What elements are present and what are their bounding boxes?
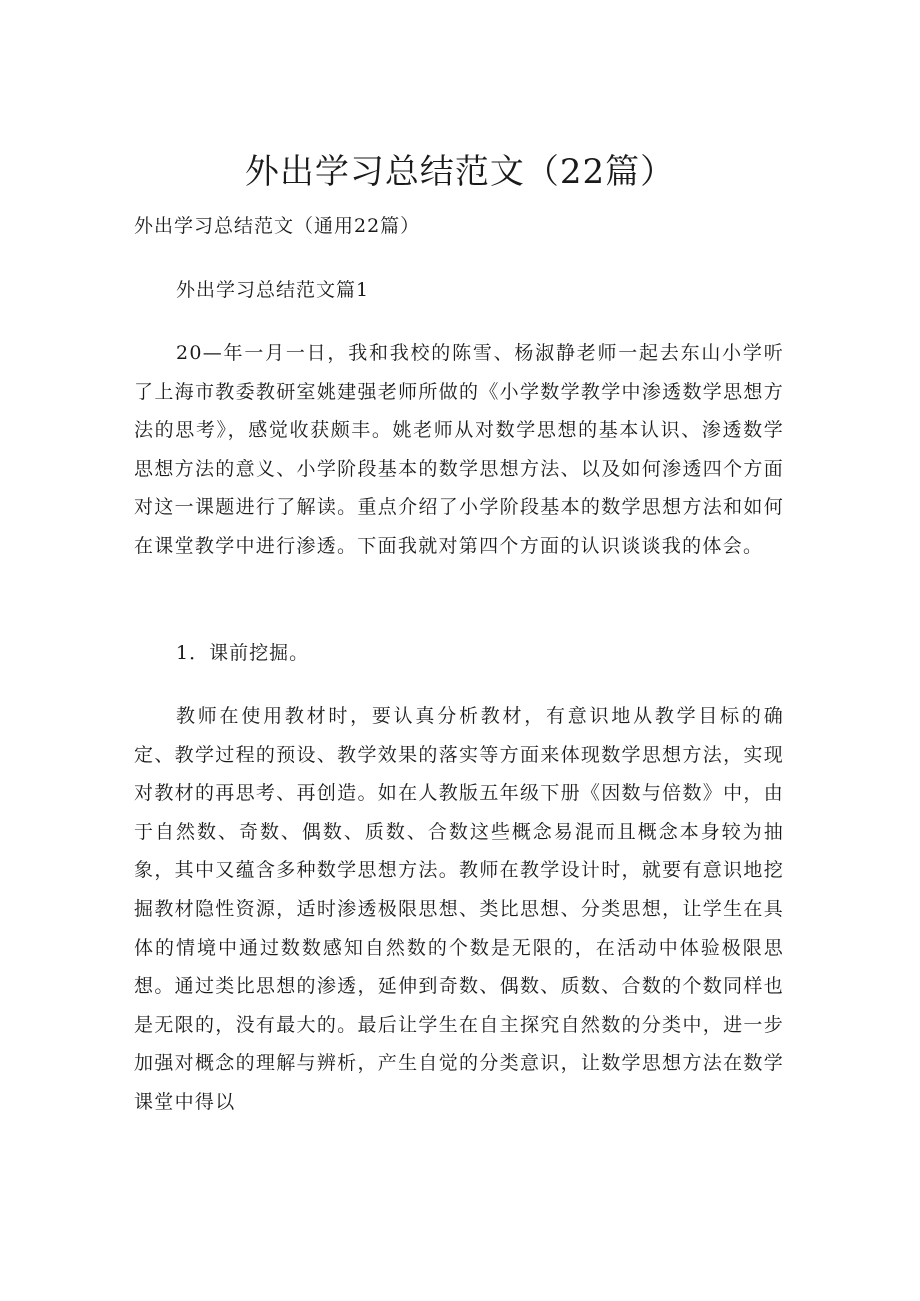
paragraph-2: 教师在使用教材时，要认真分析教材，有意识地从教学目标的确定、教学过程的预设、教学效果的落实等方面来体现数学思想方法，实现对教材的再思考、再创造。如在人教版五年级下册《因数与倍数》中，由于自然数、奇数、偶数、质数、合数这些概念易混而且概念本身较为抽象，其中又蕴含多种数学思想方法。教师在教学设计时，就要有意识地挖掘教材隐性资源，适时渗透极限思想、类比思想、分类思想，让学生在具体的情境中通过数数感知自然数的个数是无限的，在活动中体验极限思想。通过类比思想的渗透，延伸到奇数、偶数、质数、合数的个数同样也是无限的，没有最大的。最后让学生在自主探究自然数的分类中，进一步加强对概念的理解与辨析，产生自觉的分类意识，让数学思想方法在数学课堂中得以	[134, 705, 784, 1113]
document-title: 外出学习总结范文（22篇）	[244, 152, 676, 192]
paragraph-1: 20—年一月一日，我和我校的陈雪、杨淑静老师一起去东山小学听了上海市教委教研室姚建强老师所做的《小学数学教学中渗透数学思想方法的思考》，感觉收获颇丰。姚老师从对数学思想的基本认识、渗透数学思想方法的意义、小学阶段基本的数学思想方法、以及如何渗透四个方面对这一课题进行了解读。重点介绍了小学阶段基本的数学思想方法和如何在课堂教学中进行渗透。下面我就对第四个方面的认识谈谈我的体会。	[134, 342, 784, 557]
list-item-1: 1．课前挖掘。	[176, 642, 310, 664]
section-heading: 外出学习总结范文篇1	[176, 279, 370, 301]
document-subtitle: 外出学习总结范文（通用22篇）	[134, 215, 421, 237]
